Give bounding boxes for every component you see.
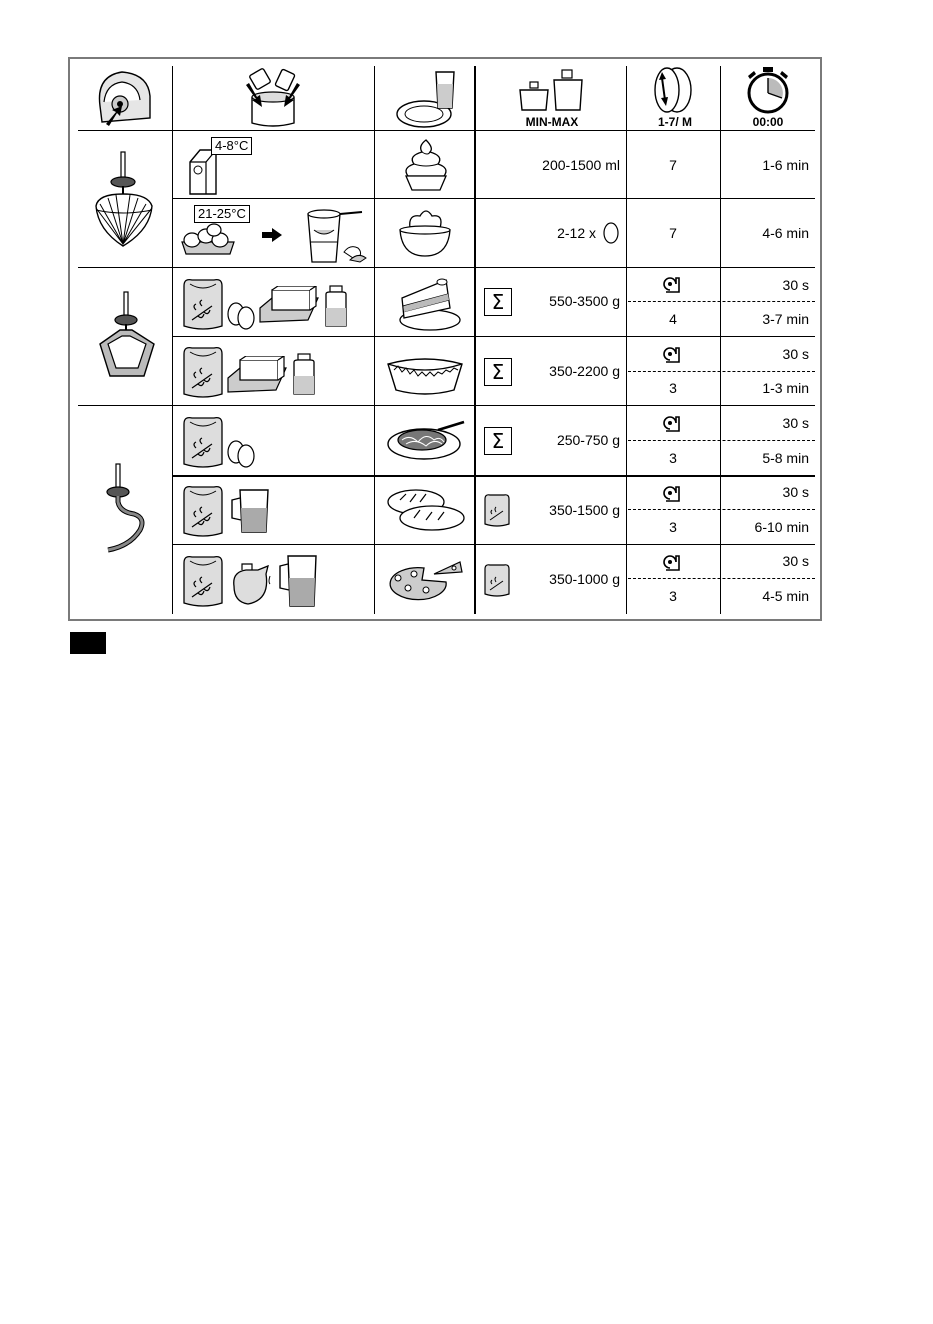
pulse-icon [662, 483, 682, 503]
grid-line [172, 66, 173, 614]
machine-lid-icon [92, 66, 158, 128]
timer-header: 00:00 [752, 115, 784, 129]
time-value: 1-3 min [762, 380, 809, 396]
temperature-label: 4-8°C [211, 137, 252, 155]
speed-value: 3 [669, 588, 677, 604]
dash-line [628, 578, 815, 579]
egg-icon [603, 222, 619, 244]
grid-line [172, 336, 815, 337]
fill-bowl-icon [238, 67, 308, 129]
flour-bag-icon [180, 414, 226, 470]
whisk-icon [88, 150, 160, 250]
bread-loaves-icon [386, 484, 466, 534]
temperature-label: 21-25°C [194, 205, 250, 223]
amount-value: 2-12 x [557, 225, 596, 241]
time-value: 6-10 min [754, 519, 809, 535]
sugar-jar-icon [290, 352, 318, 398]
cake-slice-icon [396, 276, 462, 334]
dash-line [628, 301, 815, 302]
sugar-jar-icon [322, 284, 350, 330]
time-value: 5-8 min [762, 450, 809, 466]
dash-line [628, 440, 815, 441]
flour-bag-icon [180, 553, 226, 609]
tart-icon [384, 350, 466, 398]
oil-jug-icon [228, 560, 272, 606]
sum-icon: Σ [484, 358, 512, 386]
speed-value: 3 [669, 519, 677, 535]
butter-icon [258, 286, 320, 328]
speed-value: 3 [669, 380, 677, 396]
dash-line [628, 371, 815, 372]
sum-icon: Σ [484, 288, 512, 316]
amount-value: 200-1500 ml [542, 157, 620, 173]
pasta-plate-icon [386, 416, 466, 462]
eggs-tray-icon [178, 222, 238, 256]
amount-value: 350-2200 g [549, 363, 620, 379]
speed-value: 7 [669, 225, 677, 241]
pulse-time-value: 30 s [782, 484, 809, 500]
speed-value: 3 [669, 450, 677, 466]
sum-icon: Σ [484, 427, 512, 455]
speed-dial-icon [652, 66, 694, 114]
water-jug-icon [276, 552, 322, 610]
milk-carton-icon [186, 148, 220, 196]
grid-line [78, 130, 815, 131]
time-value: 3-7 min [762, 311, 809, 327]
weights-icon [518, 68, 586, 112]
weight-header: MIN-MAX [525, 115, 579, 129]
time-value: 4-5 min [762, 588, 809, 604]
eggs-icon [226, 298, 256, 330]
pulse-icon [662, 552, 682, 572]
amount-value: 350-1000 g [549, 571, 620, 587]
speed-value: 7 [669, 157, 677, 173]
time-value: 1-6 min [762, 157, 809, 173]
egg-separator-icon [300, 208, 370, 264]
water-jug-icon [228, 486, 274, 536]
pulse-time-value: 30 s [782, 346, 809, 362]
speed-header: 1-7/ M [657, 115, 692, 129]
pulse-time-value: 30 s [782, 415, 809, 431]
language-tab [70, 632, 106, 654]
dough-hook-icon [100, 462, 150, 558]
grid-line [172, 544, 815, 545]
amount-value: 550-3500 g [549, 293, 620, 309]
grid-line [172, 475, 815, 477]
amount-value: 350-1500 g [549, 502, 620, 518]
eggs-icon [226, 436, 256, 468]
time-value: 4-6 min [762, 225, 809, 241]
pulse-icon [662, 344, 682, 364]
flour-bag-icon [180, 276, 226, 332]
plate-glass-icon [396, 68, 458, 130]
dash-line [628, 509, 815, 510]
grid-line [374, 66, 375, 614]
speed-value: 4 [669, 311, 677, 327]
beater-icon [96, 290, 158, 382]
whipped-cream-icon [400, 138, 452, 194]
pulse-icon [662, 274, 682, 294]
grid-line [474, 66, 476, 614]
butter-icon [226, 356, 288, 398]
pulse-icon [662, 413, 682, 433]
beaten-egg-white-icon [398, 206, 452, 260]
pizza-icon [384, 556, 466, 602]
grid-line [172, 198, 815, 199]
flour-bag-icon [180, 344, 226, 400]
grid-line [78, 405, 815, 406]
flour-bag-icon [180, 483, 226, 539]
pulse-time-value: 30 s [782, 553, 809, 569]
amount-value: 250-750 g [556, 432, 620, 448]
pulse-time-value: 30 s [782, 277, 809, 293]
grid-line [78, 267, 815, 268]
stopwatch-icon [744, 66, 792, 114]
arrow-right-icon [262, 228, 282, 242]
